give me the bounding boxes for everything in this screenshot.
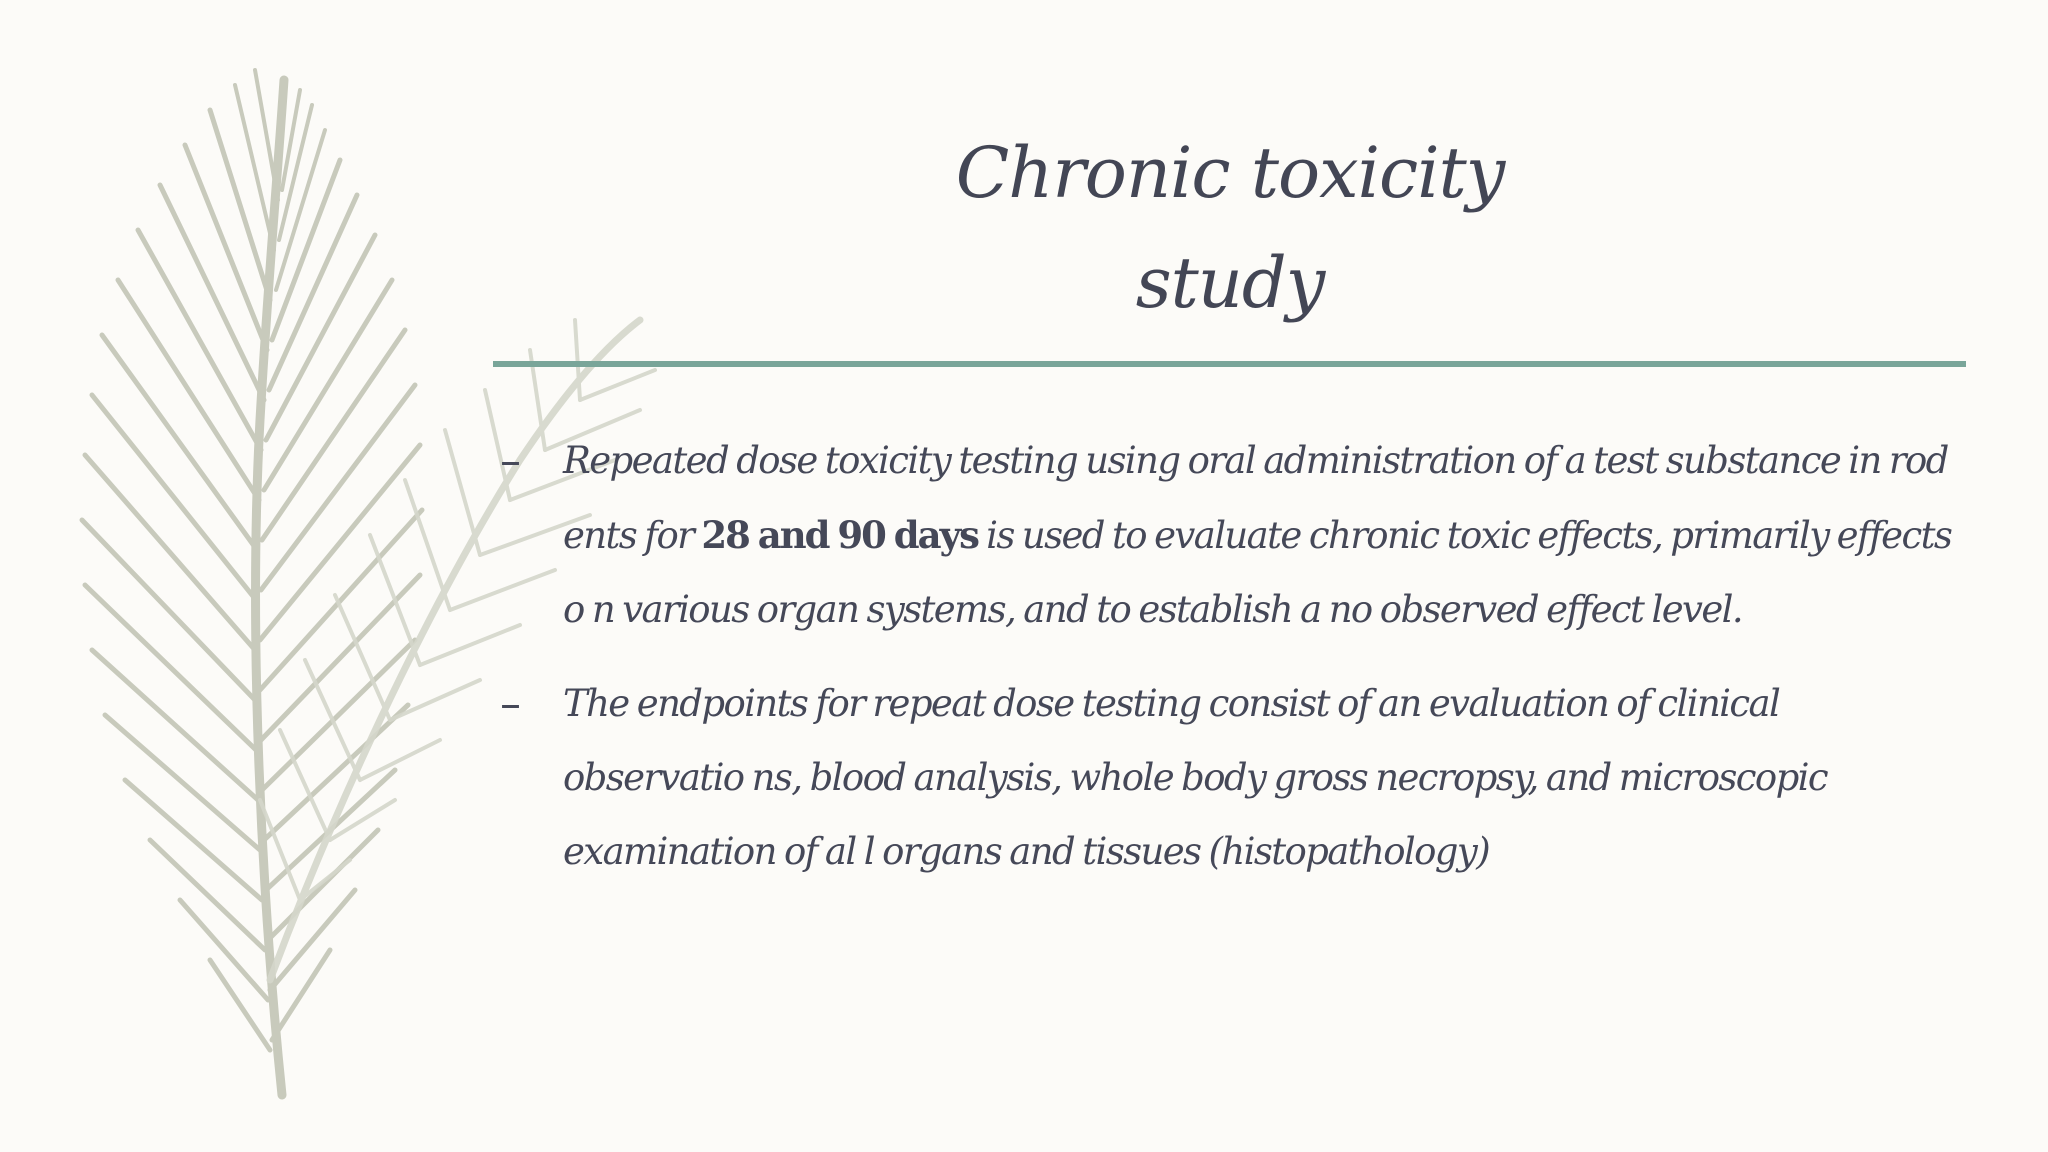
bullet-list: [500, 424, 1960, 909]
slide-title: Chronic toxicity study: [955, 132, 1505, 324]
bullet-item-repeated-dose: [500, 424, 1960, 647]
dash-icon: –: [500, 436, 521, 485]
bullet-text: [563, 667, 1960, 889]
bullet-text-before: The endpoints for repeat dose testing consist of an evaluation of clinical observatio ns, blood analysis, whole body gross necropsy, and microscopic examination of al l organs and tissues (histopathology): [563, 682, 1828, 873]
bullet-emphasis: 28 and 90 days: [701, 513, 978, 557]
bullet-text: [563, 424, 1960, 647]
bullet-item-endpoints: [500, 667, 1960, 889]
feather-large: [82, 70, 422, 1095]
bullet-text-before: Repeated dose toxicity testing using oral administration of a test substance in rod ents for: [563, 439, 1948, 557]
dash-icon: –: [500, 679, 521, 728]
bullet-text-after: is used to evaluate chronic toxic effects, primarily effects o n various organ systems, and to establish a no observed effect level.: [563, 514, 1952, 631]
title-divider: [493, 361, 1966, 367]
